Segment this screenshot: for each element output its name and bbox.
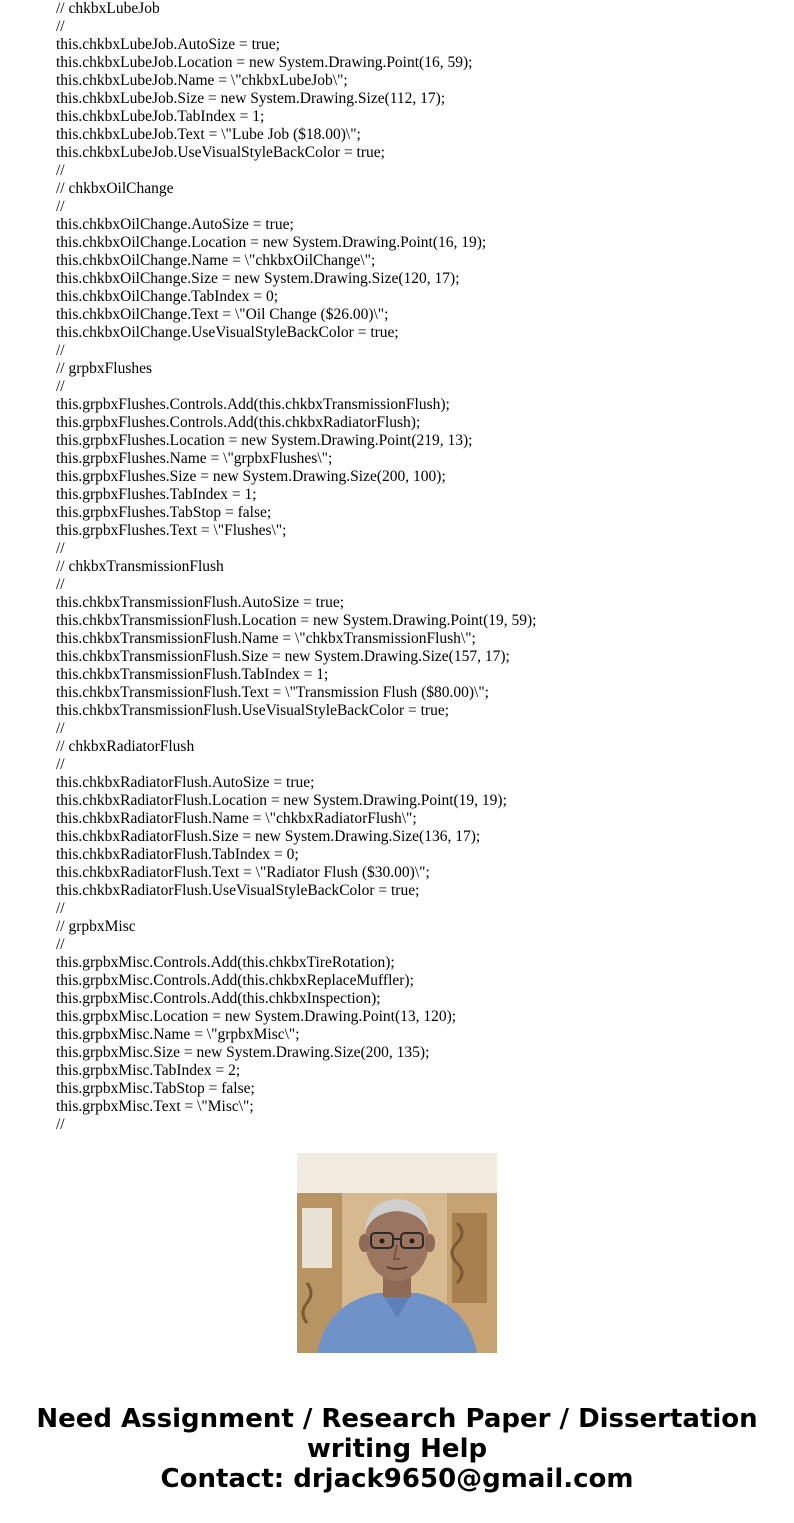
code-line: // — [56, 162, 65, 179]
code-line: this.chkbxTransmissionFlush.TabIndex = 1; — [56, 666, 329, 683]
code-line: this.chkbxRadiatorFlush.Location = new System.Drawing.Point(19, 19); — [56, 792, 507, 809]
code-line: this.chkbxLubeJob.AutoSize = true; — [56, 36, 280, 53]
code-line: this.chkbxTransmissionFlush.AutoSize = true; — [56, 594, 345, 611]
code-line: // chkbxOilChange — [56, 180, 174, 197]
code-line: // — [56, 540, 65, 557]
author-avatar — [297, 1153, 497, 1353]
code-line: // chkbxTransmissionFlush — [56, 558, 224, 575]
code-line: // — [56, 936, 65, 953]
code-line: this.grpbxFlushes.Controls.Add(this.chkbxRadiatorFlush); — [56, 414, 421, 431]
code-line: this.chkbxRadiatorFlush.AutoSize = true; — [56, 774, 315, 791]
code-line: this.grpbxMisc.TabStop = false; — [56, 1080, 255, 1097]
code-line: // — [56, 1116, 65, 1133]
code-line: // — [56, 18, 65, 35]
code-line: // — [56, 198, 65, 215]
code-line: this.chkbxOilChange.Size = new System.Drawing.Size(120, 17); — [56, 270, 460, 287]
code-line: // — [56, 900, 65, 917]
code-line: // chkbxRadiatorFlush — [56, 738, 195, 755]
code-line: this.chkbxOilChange.TabIndex = 0; — [56, 288, 279, 305]
promo-line-1: Need Assignment / Research Paper / Dissertation — [36, 1404, 758, 1434]
code-line: this.chkbxRadiatorFlush.Name = \"chkbxRadiatorFlush\"; — [56, 810, 417, 827]
code-line: this.chkbxLubeJob.Text = \"Lube Job ($18.00)\"; — [56, 126, 361, 143]
code-line: this.grpbxMisc.Name = \"grpbxMisc\"; — [56, 1026, 300, 1043]
code-listing — [56, 0, 776, 1133]
code-line: this.grpbxMisc.Controls.Add(this.chkbxTireRotation); — [56, 954, 395, 971]
code-line: this.chkbxLubeJob.TabIndex = 1; — [56, 108, 265, 125]
code-line: this.chkbxOilChange.Location = new System.Drawing.Point(16, 19); — [56, 234, 487, 251]
code-line: // — [56, 720, 65, 737]
code-line: // — [56, 342, 65, 359]
code-line: // grpbxMisc — [56, 918, 136, 935]
portrait-image — [297, 1153, 497, 1353]
code-line: this.grpbxMisc.Text = \"Misc\"; — [56, 1098, 254, 1115]
code-line: // — [56, 756, 65, 773]
code-line: this.chkbxLubeJob.Name = \"chkbxLubeJob\"; — [56, 72, 348, 89]
code-line: this.chkbxTransmissionFlush.UseVisualStyleBackColor = true; — [56, 702, 450, 719]
promo-contact: Contact: drjack9650@gmail.com — [160, 1464, 634, 1494]
code-line: this.grpbxMisc.Controls.Add(this.chkbxReplaceMuffler); — [56, 972, 414, 989]
code-line: this.chkbxTransmissionFlush.Size = new System.Drawing.Size(157, 17); — [56, 648, 510, 665]
code-line: this.grpbxMisc.Controls.Add(this.chkbxInspection); — [56, 990, 381, 1007]
code-line: this.grpbxMisc.TabIndex = 2; — [56, 1062, 241, 1079]
code-line: this.grpbxFlushes.Location = new System.Drawing.Point(219, 13); — [56, 432, 473, 449]
code-line: this.chkbxTransmissionFlush.Text = \"Transmission Flush ($80.00)\"; — [56, 684, 489, 701]
code-line: this.chkbxOilChange.UseVisualStyleBackColor = true; — [56, 324, 399, 341]
code-line: // — [56, 378, 65, 395]
code-line: this.grpbxFlushes.Text = \"Flushes\"; — [56, 522, 287, 539]
code-line: this.grpbxMisc.Location = new System.Drawing.Point(13, 120); — [56, 1008, 457, 1025]
code-line: this.chkbxOilChange.AutoSize = true; — [56, 216, 294, 233]
code-line: this.chkbxRadiatorFlush.Text = \"Radiator Flush ($30.00)\"; — [56, 864, 430, 881]
code-line: this.chkbxOilChange.Name = \"chkbxOilChange\"; — [56, 252, 376, 269]
code-line: this.chkbxRadiatorFlush.UseVisualStyleBackColor = true; — [56, 882, 420, 899]
code-line: this.grpbxFlushes.Name = \"grpbxFlushes\"; — [56, 450, 333, 467]
promo-line-2: writing Help — [306, 1434, 488, 1464]
code-line: this.grpbxFlushes.Controls.Add(this.chkbxTransmissionFlush); — [56, 396, 450, 413]
code-line: // grpbxFlushes — [56, 360, 153, 377]
code-line: this.chkbxRadiatorFlush.Size = new System.Drawing.Size(136, 17); — [56, 828, 481, 845]
code-line: this.grpbxFlushes.Size = new System.Drawing.Size(200, 100); — [56, 468, 446, 485]
code-line: this.grpbxMisc.Size = new System.Drawing.Size(200, 135); — [56, 1044, 430, 1061]
code-line: this.chkbxLubeJob.Location = new System.Drawing.Point(16, 59); — [56, 54, 473, 71]
code-line: this.chkbxLubeJob.Size = new System.Drawing.Size(112, 17); — [56, 90, 446, 107]
code-line: // chkbxLubeJob — [56, 0, 160, 17]
code-line: this.chkbxTransmissionFlush.Name = \"chkbxTransmissionFlush\"; — [56, 630, 476, 647]
code-line: this.chkbxTransmissionFlush.Location = new System.Drawing.Point(19, 59); — [56, 612, 537, 629]
code-line: this.grpbxFlushes.TabStop = false; — [56, 504, 272, 521]
promo-text — [0, 1404, 794, 1494]
code-line: this.chkbxLubeJob.UseVisualStyleBackColor = true; — [56, 144, 385, 161]
code-line: this.chkbxOilChange.Text = \"Oil Change ($26.00)\"; — [56, 306, 389, 323]
code-line: this.grpbxFlushes.TabIndex = 1; — [56, 486, 257, 503]
code-line: // — [56, 576, 65, 593]
code-line: this.chkbxRadiatorFlush.TabIndex = 0; — [56, 846, 299, 863]
